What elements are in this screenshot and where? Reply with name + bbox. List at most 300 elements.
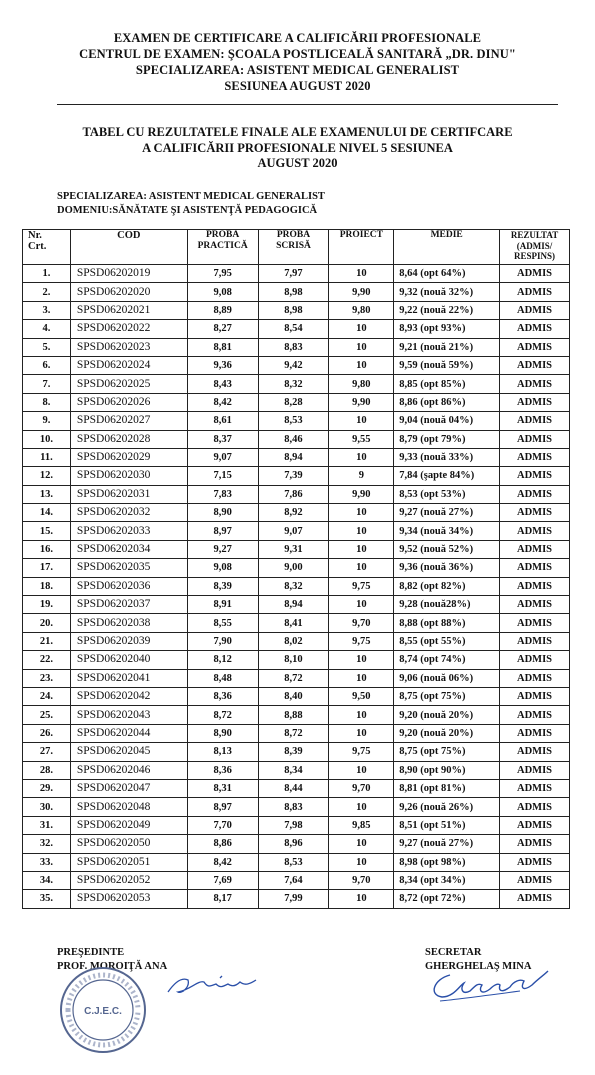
cell-rezultat: ADMIS [500, 853, 570, 871]
cell-rezultat: ADMIS [500, 706, 570, 724]
cell-nr: 30. [23, 798, 71, 816]
president-name: PROF. MOROIŢĂ ANA [57, 961, 168, 972]
cell-nr: 7. [23, 375, 71, 393]
header-scrisa [258, 230, 329, 265]
cell-scrisa: 8,83 [258, 338, 329, 356]
cell-cod: SPSD06202030 [70, 467, 187, 485]
cell-practica: 8,36 [187, 687, 258, 705]
cell-scrisa: 7,99 [258, 890, 329, 908]
header-proiect [329, 230, 394, 265]
cell-nr: 17. [23, 559, 71, 577]
table-row [23, 320, 570, 338]
cell-scrisa: 9,07 [258, 522, 329, 540]
cell-medie: 8,74 (opt 74%) [394, 651, 500, 669]
cell-cod: SPSD06202045 [70, 743, 187, 761]
table-row [23, 614, 570, 632]
cell-rezultat: ADMIS [500, 448, 570, 466]
cell-proiect: 10 [329, 540, 394, 558]
cell-practica: 8,48 [187, 669, 258, 687]
cell-scrisa: 7,39 [258, 467, 329, 485]
cell-rezultat: ADMIS [500, 265, 570, 283]
table-row [23, 853, 570, 871]
cell-nr: 20. [23, 614, 71, 632]
cell-nr: 10. [23, 430, 71, 448]
cell-rezultat: ADMIS [500, 338, 570, 356]
header-nr-line2: Crt. [28, 241, 47, 252]
cell-rezultat: ADMIS [500, 430, 570, 448]
cell-nr: 25. [23, 706, 71, 724]
cell-cod: SPSD06202036 [70, 577, 187, 595]
cell-medie: 9,22 (nouă 22%) [394, 301, 500, 319]
cell-nr: 26. [23, 724, 71, 742]
cell-nr: 4. [23, 320, 71, 338]
table-row [23, 706, 570, 724]
president-signature [160, 962, 280, 1007]
cell-cod: SPSD06202027 [70, 412, 187, 430]
cell-medie: 9,59 (nouă 59%) [394, 356, 500, 374]
cell-practica: 8,12 [187, 651, 258, 669]
cell-scrisa: 8,44 [258, 779, 329, 797]
cell-rezultat: ADMIS [500, 596, 570, 614]
cell-proiect: 10 [329, 320, 394, 338]
cell-nr: 33. [23, 853, 71, 871]
cell-nr: 23. [23, 669, 71, 687]
table-row [23, 816, 570, 834]
cell-nr: 35. [23, 890, 71, 908]
cell-practica: 7,95 [187, 265, 258, 283]
header-medie [394, 230, 500, 265]
cell-rezultat: ADMIS [500, 651, 570, 669]
cell-scrisa: 8,94 [258, 596, 329, 614]
cell-proiect: 10 [329, 338, 394, 356]
cell-rezultat: ADMIS [500, 835, 570, 853]
cell-cod: SPSD06202047 [70, 779, 187, 797]
cell-practica: 7,15 [187, 467, 258, 485]
cell-nr: 9. [23, 412, 71, 430]
cell-medie: 9,04 (nouă 04%) [394, 412, 500, 430]
cell-practica: 8,81 [187, 338, 258, 356]
cell-nr: 28. [23, 761, 71, 779]
cell-practica: 8,97 [187, 522, 258, 540]
cell-practica: 9,27 [187, 540, 258, 558]
cell-medie: 9,28 (nouă28%) [394, 596, 500, 614]
table-row [23, 448, 570, 466]
cell-cod: SPSD06202039 [70, 632, 187, 650]
cell-proiect: 9,70 [329, 779, 394, 797]
cell-scrisa: 8,34 [258, 761, 329, 779]
cell-medie: 8,81 (opt 81%) [394, 779, 500, 797]
cell-rezultat: ADMIS [500, 743, 570, 761]
cell-cod: SPSD06202043 [70, 706, 187, 724]
cell-cod: SPSD06202022 [70, 320, 187, 338]
table-row [23, 871, 570, 889]
cell-proiect: 9,80 [329, 301, 394, 319]
cell-nr: 5. [23, 338, 71, 356]
header-line-session: SESIUNEA AUGUST 2020 [224, 79, 371, 93]
cell-rezultat: ADMIS [500, 467, 570, 485]
cell-proiect: 9,90 [329, 485, 394, 503]
cell-medie: 8,82 (opt 82%) [394, 577, 500, 595]
cell-proiect: 10 [329, 265, 394, 283]
cell-proiect: 10 [329, 522, 394, 540]
cell-nr: 18. [23, 577, 71, 595]
cell-practica: 8,90 [187, 504, 258, 522]
cell-nr: 12. [23, 467, 71, 485]
cell-practica: 8,86 [187, 835, 258, 853]
cell-practica: 8,31 [187, 779, 258, 797]
cell-cod: SPSD06202044 [70, 724, 187, 742]
results-table-body [23, 265, 570, 909]
cell-nr: 34. [23, 871, 71, 889]
president-role: PREŞEDINTE [57, 947, 125, 958]
cell-rezultat: ADMIS [500, 614, 570, 632]
table-row [23, 393, 570, 411]
table-row [23, 412, 570, 430]
cell-medie: 9,20 (nouă 20%) [394, 706, 500, 724]
cell-practica: 9,08 [187, 559, 258, 577]
header-proiect-label: PROIECT [339, 230, 383, 240]
cell-rezultat: ADMIS [500, 559, 570, 577]
cell-proiect: 10 [329, 504, 394, 522]
table-row [23, 724, 570, 742]
cell-cod: SPSD06202048 [70, 798, 187, 816]
table-row [23, 485, 570, 503]
cell-medie: 8,75 (opt 75%) [394, 687, 500, 705]
cell-medie: 9,20 (nouă 20%) [394, 724, 500, 742]
cell-scrisa: 8,98 [258, 283, 329, 301]
cell-medie: 8,90 (opt 90%) [394, 761, 500, 779]
cell-proiect: 9,90 [329, 283, 394, 301]
cell-nr: 22. [23, 651, 71, 669]
header-practica-line2: PRACTICĂ [197, 241, 248, 251]
cell-scrisa: 8,39 [258, 743, 329, 761]
domain-line: DOMENIU:SĂNĂTATE ŞI ASISTENŢĂ PEDAGOGICĂ [57, 205, 318, 216]
cell-nr: 8. [23, 393, 71, 411]
cell-rezultat: ADMIS [500, 761, 570, 779]
cell-practica: 8,90 [187, 724, 258, 742]
cell-scrisa: 7,97 [258, 265, 329, 283]
cell-practica: 8,17 [187, 890, 258, 908]
cell-proiect: 9,75 [329, 632, 394, 650]
cell-nr: 1. [23, 265, 71, 283]
cell-medie: 8,98 (opt 98%) [394, 853, 500, 871]
table-row [23, 467, 570, 485]
cell-practica: 8,37 [187, 430, 258, 448]
cell-proiect: 9,80 [329, 375, 394, 393]
cell-nr: 11. [23, 448, 71, 466]
cell-nr: 21. [23, 632, 71, 650]
header-nr-line1: Nr. [28, 230, 42, 241]
cell-cod: SPSD06202049 [70, 816, 187, 834]
cell-rezultat: ADMIS [500, 540, 570, 558]
cell-rezultat: ADMIS [500, 890, 570, 908]
cell-medie: 8,64 (opt 64%) [394, 265, 500, 283]
cell-cod: SPSD06202053 [70, 890, 187, 908]
cell-proiect: 10 [329, 669, 394, 687]
cell-scrisa: 8,72 [258, 669, 329, 687]
cell-cod: SPSD06202033 [70, 522, 187, 540]
cell-scrisa: 8,54 [258, 320, 329, 338]
header-scrisa-line2: SCRISĂ [276, 241, 311, 251]
results-table [22, 229, 570, 909]
cell-cod: SPSD06202020 [70, 283, 187, 301]
cell-medie: 8,72 (opt 72%) [394, 890, 500, 908]
cell-medie: 9,21 (nouă 21%) [394, 338, 500, 356]
cell-medie: 8,86 (opt 86%) [394, 393, 500, 411]
cell-proiect: 9,85 [329, 816, 394, 834]
cell-scrisa: 8,53 [258, 853, 329, 871]
cell-nr: 2. [23, 283, 71, 301]
cell-cod: SPSD06202023 [70, 338, 187, 356]
official-stamp [58, 965, 148, 1055]
table-row [23, 651, 570, 669]
cell-scrisa: 8,32 [258, 577, 329, 595]
cell-scrisa: 8,53 [258, 412, 329, 430]
cell-cod: SPSD06202042 [70, 687, 187, 705]
cell-scrisa: 9,00 [258, 559, 329, 577]
cell-nr: 29. [23, 779, 71, 797]
cell-practica: 7,83 [187, 485, 258, 503]
cell-medie: 9,26 (nouă 26%) [394, 798, 500, 816]
cell-practica: 8,97 [187, 798, 258, 816]
cell-proiect: 9,70 [329, 871, 394, 889]
cell-rezultat: ADMIS [500, 412, 570, 430]
cell-proiect: 10 [329, 651, 394, 669]
cell-practica: 7,69 [187, 871, 258, 889]
cell-nr: 27. [23, 743, 71, 761]
cell-cod: SPSD06202051 [70, 853, 187, 871]
cell-rezultat: ADMIS [500, 669, 570, 687]
cell-rezultat: ADMIS [500, 724, 570, 742]
cell-medie: 8,79 (opt 79%) [394, 430, 500, 448]
title-line-1: TABEL CU REZULTATELE FINALE ALE EXAMENULUI DE CERTIFCARE [82, 125, 513, 139]
header-practica [187, 230, 258, 265]
header-divider [57, 104, 558, 105]
cell-proiect: 9,75 [329, 577, 394, 595]
cell-cod: SPSD06202025 [70, 375, 187, 393]
cell-rezultat: ADMIS [500, 504, 570, 522]
secretary-name: GHERGHELAŞ MINA [425, 961, 532, 972]
secretary-role: SECRETAR [425, 947, 482, 958]
table-row [23, 265, 570, 283]
table-title [0, 125, 595, 172]
cell-proiect: 9,50 [329, 687, 394, 705]
cell-nr: 3. [23, 301, 71, 319]
cell-medie: 8,85 (opt 85%) [394, 375, 500, 393]
header-rezultat-line2: (ADMIS/ [516, 240, 553, 251]
cell-scrisa: 8,88 [258, 706, 329, 724]
stamp-text: C.J.E.C. [84, 1006, 122, 1017]
table-row [23, 301, 570, 319]
cell-cod: SPSD06202026 [70, 393, 187, 411]
table-row [23, 504, 570, 522]
table-row [23, 356, 570, 374]
cell-nr: 6. [23, 356, 71, 374]
cell-proiect: 10 [329, 412, 394, 430]
table-row [23, 375, 570, 393]
cell-medie: 9,27 (nouă 27%) [394, 835, 500, 853]
cell-scrisa: 8,72 [258, 724, 329, 742]
cell-cod: SPSD06202032 [70, 504, 187, 522]
cell-medie: 8,93 (opt 93%) [394, 320, 500, 338]
cell-practica: 7,70 [187, 816, 258, 834]
header-line-center: CENTRUL DE EXAMEN: ŞCOALA POSTLICEALĂ SANITARĂ „DR. DINU" [79, 47, 516, 61]
cell-medie: 8,34 (opt 34%) [394, 871, 500, 889]
header-medie-label: MEDIE [430, 230, 463, 240]
cell-proiect: 9,90 [329, 393, 394, 411]
cell-medie: 9,27 (nouă 27%) [394, 504, 500, 522]
table-row [23, 596, 570, 614]
specialization-line: SPECIALIZAREA: ASISTENT MEDICAL GENERALIST [57, 191, 325, 202]
cell-proiect: 10 [329, 448, 394, 466]
table-row [23, 835, 570, 853]
cell-rezultat: ADMIS [500, 687, 570, 705]
cell-practica: 8,72 [187, 706, 258, 724]
cell-scrisa: 8,96 [258, 835, 329, 853]
cell-scrisa: 7,98 [258, 816, 329, 834]
cell-medie: 9,36 (nouă 36%) [394, 559, 500, 577]
header-scrisa-line1: PROBA [276, 230, 311, 240]
cell-scrisa: 8,40 [258, 687, 329, 705]
cell-rezultat: ADMIS [500, 283, 570, 301]
cell-nr: 32. [23, 835, 71, 853]
cell-nr: 15. [23, 522, 71, 540]
cell-proiect: 10 [329, 559, 394, 577]
cell-cod: SPSD06202050 [70, 835, 187, 853]
cell-proiect: 9 [329, 467, 394, 485]
table-row [23, 283, 570, 301]
cell-practica: 7,90 [187, 632, 258, 650]
title-line-3: AUGUST 2020 [257, 156, 338, 170]
cell-rezultat: ADMIS [500, 522, 570, 540]
cell-rezultat: ADMIS [500, 393, 570, 411]
cell-cod: SPSD06202031 [70, 485, 187, 503]
header-cod [70, 230, 187, 265]
cell-proiect: 10 [329, 356, 394, 374]
cell-practica: 8,39 [187, 577, 258, 595]
cell-practica: 8,89 [187, 301, 258, 319]
cell-medie: 9,34 (nouă 34%) [394, 522, 500, 540]
table-row [23, 743, 570, 761]
cell-scrisa: 7,64 [258, 871, 329, 889]
cell-scrisa: 9,31 [258, 540, 329, 558]
cell-cod: SPSD06202041 [70, 669, 187, 687]
cell-cod: SPSD06202028 [70, 430, 187, 448]
table-row [23, 798, 570, 816]
cell-rezultat: ADMIS [500, 798, 570, 816]
cell-practica: 8,43 [187, 375, 258, 393]
cell-rezultat: ADMIS [500, 632, 570, 650]
cell-proiect: 10 [329, 706, 394, 724]
cell-scrisa: 8,32 [258, 375, 329, 393]
document-header [0, 30, 595, 94]
cell-cod: SPSD06202046 [70, 761, 187, 779]
cell-practica: 8,36 [187, 761, 258, 779]
table-row [23, 540, 570, 558]
cell-rezultat: ADMIS [500, 816, 570, 834]
cell-medie: 9,32 (nouă 32%) [394, 283, 500, 301]
cell-nr: 13. [23, 485, 71, 503]
cell-scrisa: 8,46 [258, 430, 329, 448]
cell-practica: 8,91 [187, 596, 258, 614]
cell-nr: 19. [23, 596, 71, 614]
table-row [23, 632, 570, 650]
cell-cod: SPSD06202035 [70, 559, 187, 577]
header-practica-line1: PROBA [206, 230, 240, 240]
cell-medie: 9,06 (nouă 06%) [394, 669, 500, 687]
cell-cod: SPSD06202021 [70, 301, 187, 319]
cell-cod: SPSD06202040 [70, 651, 187, 669]
table-row [23, 430, 570, 448]
header-line-exam: EXAMEN DE CERTIFICARE A CALIFICĂRII PROFESIONALE [113, 31, 482, 45]
cell-nr: 31. [23, 816, 71, 834]
cell-practica: 9,08 [187, 283, 258, 301]
cell-cod: SPSD06202038 [70, 614, 187, 632]
cell-medie: 8,88 (opt 88%) [394, 614, 500, 632]
header-line-specialization: SPECIALIZAREA: ASISTENT MEDICAL GENERALIST [135, 63, 460, 77]
header-cod-label: COD [117, 230, 141, 241]
cell-nr: 16. [23, 540, 71, 558]
cell-practica: 8,61 [187, 412, 258, 430]
cell-medie: 9,33 (nouă 33%) [394, 448, 500, 466]
cell-scrisa: 8,92 [258, 504, 329, 522]
cell-practica: 8,27 [187, 320, 258, 338]
table-row [23, 890, 570, 908]
cell-practica: 8,55 [187, 614, 258, 632]
cell-scrisa: 9,42 [258, 356, 329, 374]
cell-proiect: 10 [329, 835, 394, 853]
cell-scrisa: 8,94 [258, 448, 329, 466]
cell-cod: SPSD06202029 [70, 448, 187, 466]
cell-scrisa: 8,10 [258, 651, 329, 669]
table-row [23, 338, 570, 356]
table-row [23, 669, 570, 687]
cell-medie: 7,84 (şapte 84%) [394, 467, 500, 485]
cell-practica: 8,42 [187, 853, 258, 871]
cell-cod: SPSD06202034 [70, 540, 187, 558]
cell-rezultat: ADMIS [500, 485, 570, 503]
header-rezultat [500, 230, 570, 265]
cell-proiect: 9,55 [329, 430, 394, 448]
header-rezultat-line1: REZULTAT [510, 230, 559, 240]
cell-rezultat: ADMIS [500, 577, 570, 595]
cell-proiect: 10 [329, 853, 394, 871]
cell-medie: 8,53 (opt 53%) [394, 485, 500, 503]
cell-rezultat: ADMIS [500, 871, 570, 889]
cell-rezultat: ADMIS [500, 779, 570, 797]
cell-rezultat: ADMIS [500, 356, 570, 374]
cell-practica: 8,42 [187, 393, 258, 411]
cell-proiect: 10 [329, 761, 394, 779]
table-row [23, 577, 570, 595]
cell-medie: 8,75 (opt 75%) [394, 743, 500, 761]
cell-practica: 9,36 [187, 356, 258, 374]
cell-proiect: 9,70 [329, 614, 394, 632]
specialization-info [57, 190, 325, 218]
cell-rezultat: ADMIS [500, 301, 570, 319]
cell-cod: SPSD06202019 [70, 265, 187, 283]
cell-proiect: 10 [329, 798, 394, 816]
table-row [23, 522, 570, 540]
table-row [23, 761, 570, 779]
cell-rezultat: ADMIS [500, 375, 570, 393]
header-rezultat-line3: RESPINS) [514, 251, 556, 261]
cell-scrisa: 8,41 [258, 614, 329, 632]
table-row [23, 687, 570, 705]
header-nr [23, 230, 71, 265]
cell-cod: SPSD06202037 [70, 596, 187, 614]
cell-scrisa: 8,28 [258, 393, 329, 411]
